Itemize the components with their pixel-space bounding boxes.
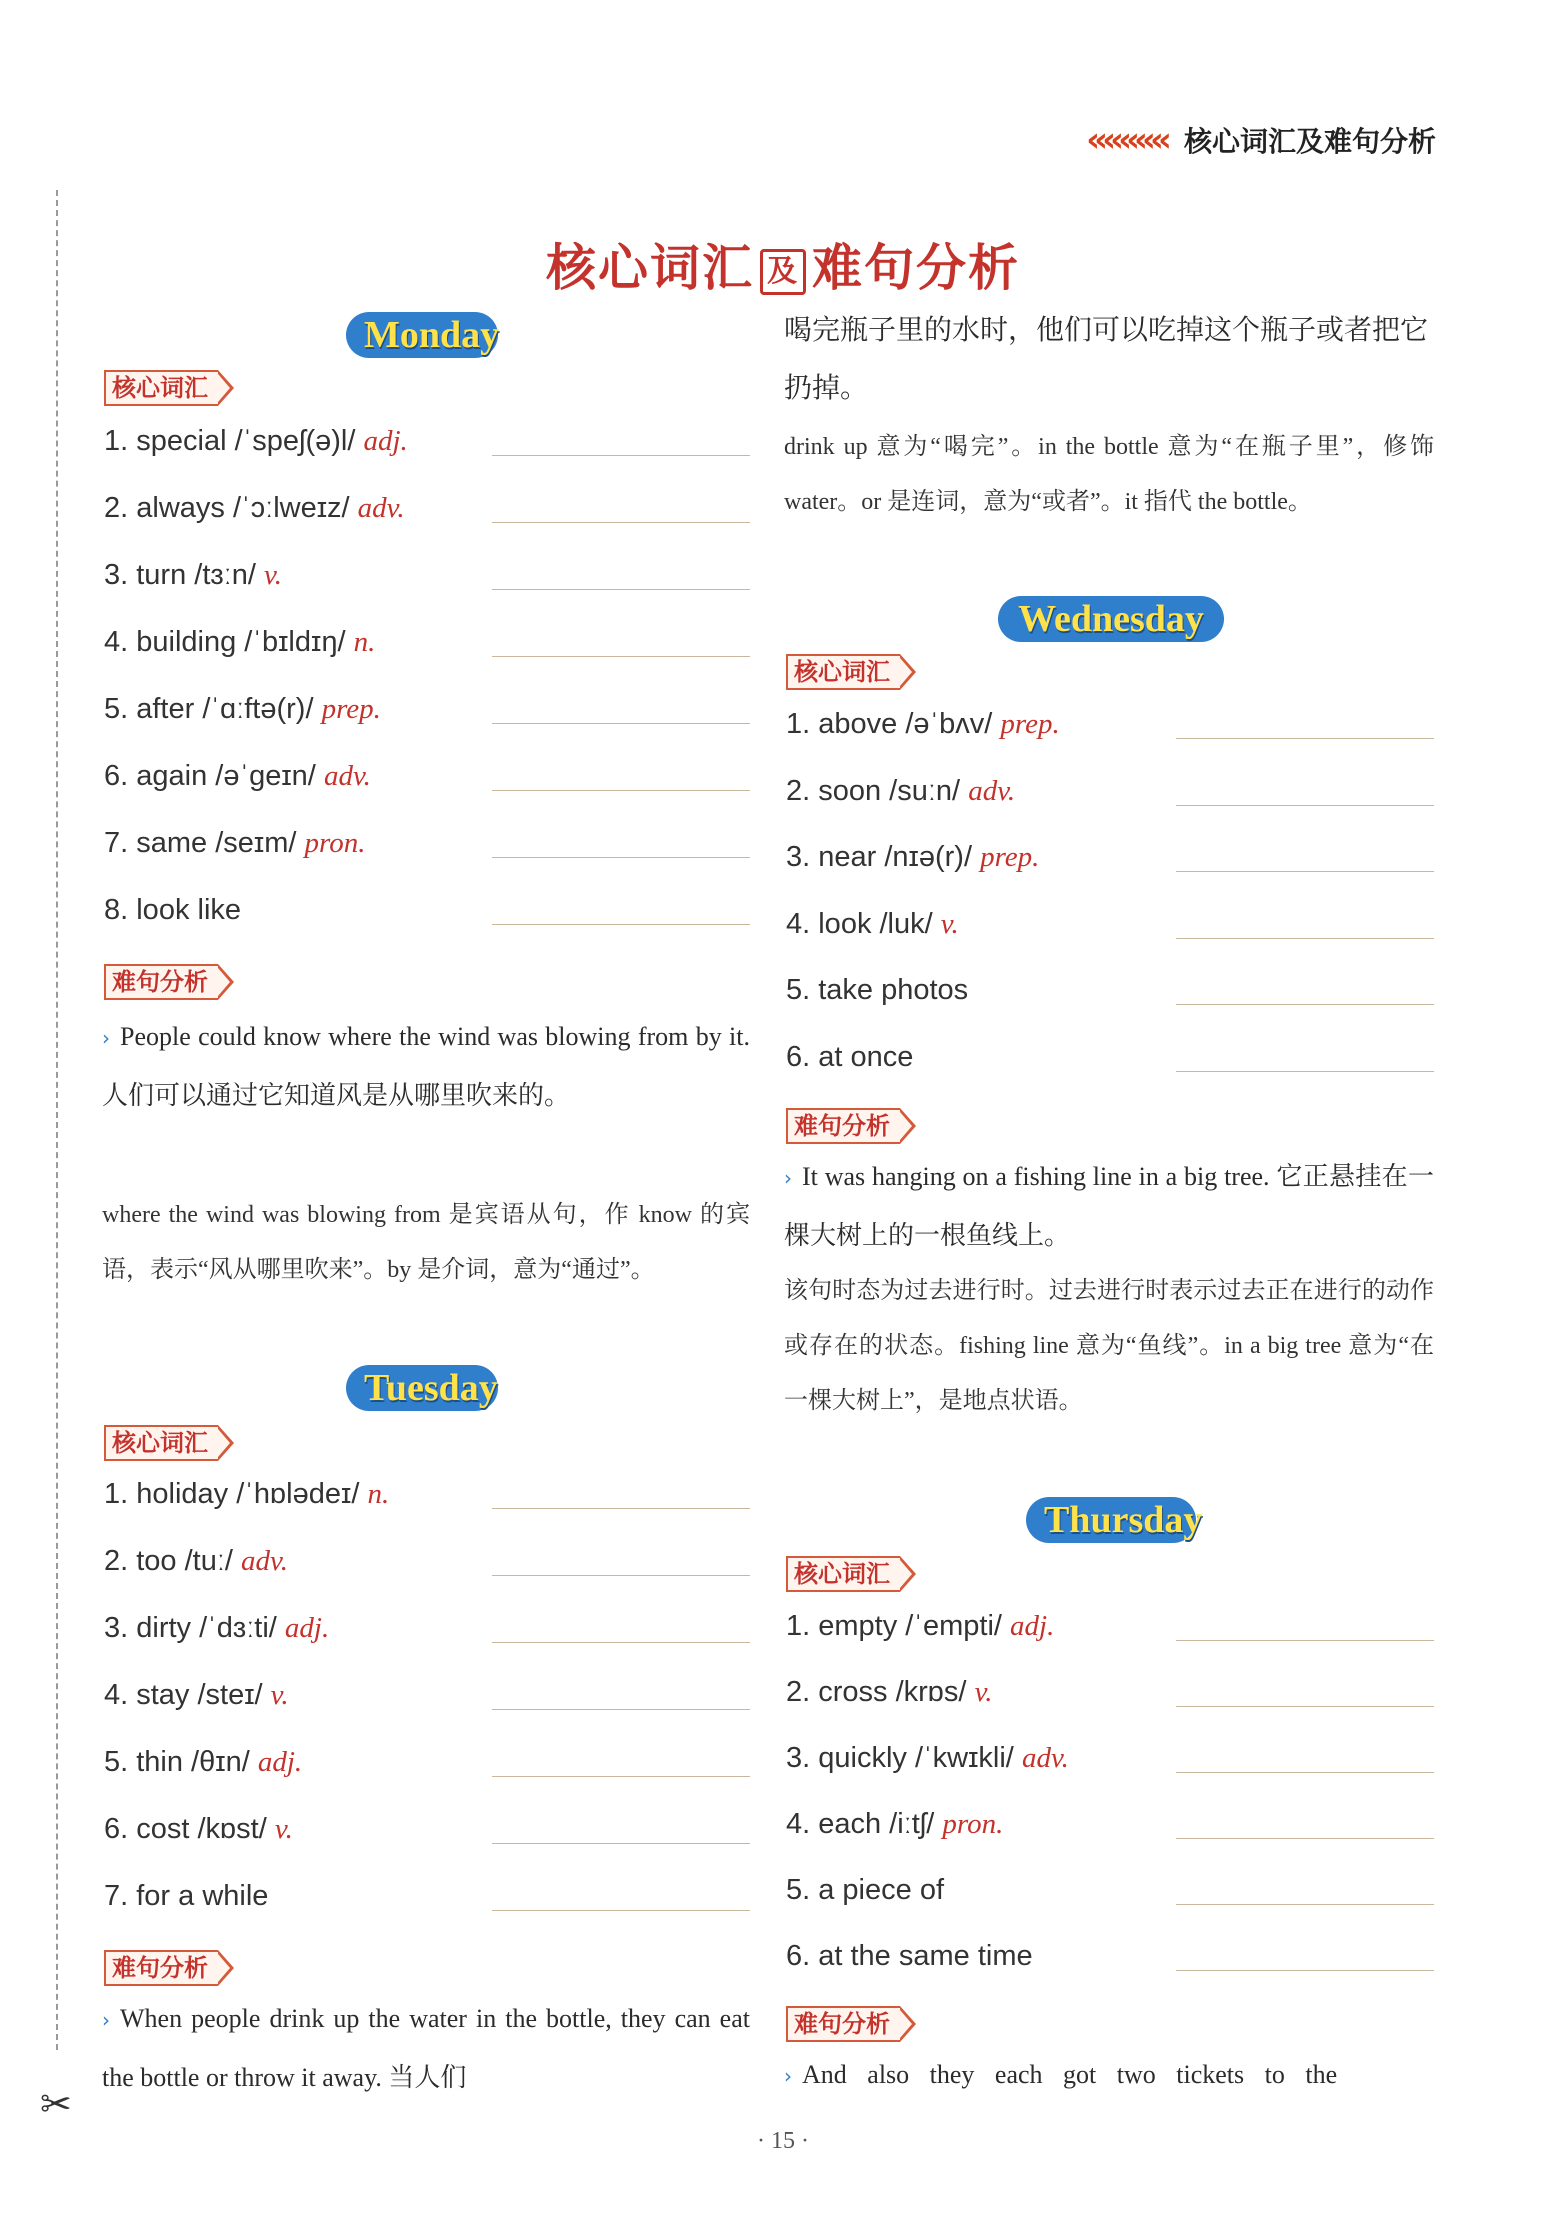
part-of-speech: adj. <box>284 1612 330 1644</box>
title-part-1: 核心词汇 <box>546 239 754 297</box>
analysis-label-tuesday: 难句分析 <box>104 1950 218 1986</box>
vocab-word <box>104 559 282 592</box>
answer-blank[interactable] <box>492 656 750 657</box>
answer-blank[interactable] <box>492 1642 750 1643</box>
vocab-word <box>104 1746 302 1779</box>
vocab-entry: 4. stay /steɪ/ <box>104 1679 263 1711</box>
sentence-wednesday <box>784 1148 1434 1265</box>
vocab-label-monday: 核心词汇 <box>104 370 218 406</box>
title-part-2: 难句分析 <box>812 239 1020 297</box>
answer-blank[interactable] <box>492 790 750 791</box>
answer-blank[interactable] <box>1176 738 1434 739</box>
vocab-entry: 4. look /luk/ <box>786 907 933 940</box>
vocab-entry: 6. again /əˈɡeɪn/ <box>104 760 316 792</box>
vocab-word <box>786 1742 1069 1775</box>
vocab-entry: 2. too /tuː/ <box>104 1545 233 1577</box>
vocab-label-wednesday: 核心词汇 <box>786 654 900 690</box>
vocab-entry: 5. take photos <box>786 974 969 1006</box>
vocab-entry: 3. quickly /ˈkwɪkli/ <box>786 1742 1014 1774</box>
analysis-label-wednesday: 难句分析 <box>786 1108 900 1144</box>
vocab-word <box>786 1874 944 1907</box>
vocab-item <box>102 1679 750 1719</box>
vocab-label-tuesday: 核心词汇 <box>104 1425 218 1461</box>
part-of-speech: prep. <box>1000 708 1060 740</box>
answer-blank[interactable] <box>492 1910 750 1911</box>
vocab-word <box>786 1676 993 1709</box>
vocab-word <box>104 1612 329 1645</box>
analysis-label-monday: 难句分析 <box>104 964 218 1000</box>
vocab-entry: 1. holiday /ˈhɒlədeɪ/ <box>104 1478 360 1510</box>
answer-blank[interactable] <box>1176 805 1434 806</box>
part-of-speech: v. <box>974 1676 993 1708</box>
scissors-icon: ✂ <box>40 2082 72 2126</box>
part-of-speech: adj. <box>1010 1610 1055 1642</box>
part-of-speech: v. <box>274 1813 293 1845</box>
answer-blank[interactable] <box>492 857 750 858</box>
part-of-speech: adv. <box>357 492 405 524</box>
answer-blank[interactable] <box>492 1709 750 1710</box>
note-wednesday: 该句时态为过去进行时。过去进行时表示过去正在进行的动作或存在的状态。fishing line 意为“鱼线”。in a big tree 意为“在一棵大树上”，是地点状语。 <box>784 1278 1434 1414</box>
answer-blank[interactable] <box>1176 871 1434 872</box>
vocab-word <box>104 894 241 927</box>
vocab-item <box>102 1478 750 1518</box>
part-of-speech: n. <box>367 1478 390 1510</box>
sentence-tuesday-continued: 喝完瓶子里的水时，他们可以吃掉这个瓶子或者把它扔掉。 <box>784 315 1429 404</box>
answer-blank[interactable] <box>1176 1904 1434 1905</box>
sentence-monday <box>102 1008 750 1125</box>
vocab-word <box>786 1041 913 1074</box>
note-tuesday: drink up 意为“喝完”。in the bottle 意为“在瓶子里”，修饰 water。or 是连词，意为“或者”。it 指代 the bottle。 <box>784 434 1434 515</box>
part-of-speech: pron. <box>942 1808 1004 1840</box>
sentence-text-tuesday: When people drink up the water in the bottle, they can eat the bottle or throw it away. 当人们 <box>102 2004 750 2092</box>
vocab-entry: 1. special /ˈspeʃ(ə)l/ <box>104 425 356 457</box>
vocab-item <box>102 693 750 733</box>
page-number: · 15 · <box>757 2128 809 2154</box>
day-badge-monday: Monday <box>346 312 498 358</box>
running-title: 核心词汇及难句分析 <box>1183 125 1436 158</box>
vocab-word <box>104 760 371 793</box>
vocab-word <box>786 1940 1033 1973</box>
part-of-speech: adv. <box>1021 1742 1069 1774</box>
vocab-item <box>102 1813 750 1853</box>
vocab-word <box>104 1813 293 1846</box>
vocab-entry: 4. building /ˈbɪldɪŋ/ <box>104 626 346 658</box>
answer-blank[interactable] <box>1176 1071 1434 1072</box>
vocab-word <box>786 708 1060 741</box>
vocab-entry: 2. always /ˈɔːlweɪz/ <box>104 492 350 524</box>
vocab-entry: 5. after /ˈɑːftə(r)/ <box>104 693 314 725</box>
answer-blank[interactable] <box>1176 1772 1434 1773</box>
sentence-text-wednesday: It was hanging on a fishing line in a big tree. 它正悬挂在一棵大树上的一根鱼线上。 <box>784 1162 1434 1250</box>
vocab-word <box>786 974 968 1007</box>
cut-line <box>56 190 58 2050</box>
answer-blank[interactable] <box>492 1508 750 1509</box>
vocab-item <box>784 974 1434 1014</box>
day-badge-thursday: Thursday <box>1026 1497 1196 1543</box>
vocab-item <box>102 894 750 934</box>
vocab-word <box>786 908 959 941</box>
vocab-entry: 3. dirty /ˈdɜːti/ <box>104 1612 277 1644</box>
vocab-word <box>104 492 405 525</box>
page-title <box>0 228 1566 300</box>
vocab-item <box>784 1676 1434 1716</box>
vocab-item <box>102 1746 750 1786</box>
vocab-item <box>784 908 1434 948</box>
vocab-word <box>104 1679 289 1712</box>
vocab-entry: 1. above /əˈbʌv/ <box>786 708 993 740</box>
vocab-word <box>104 1478 389 1511</box>
vocab-item <box>102 827 750 867</box>
part-of-speech: pron. <box>304 827 366 859</box>
answer-blank[interactable] <box>1176 1970 1434 1971</box>
part-of-speech: prep. <box>980 841 1040 873</box>
vocab-word <box>104 425 408 458</box>
part-of-speech: v. <box>270 1679 289 1711</box>
answer-blank[interactable] <box>1176 1838 1434 1839</box>
part-of-speech: v. <box>940 907 959 940</box>
part-of-speech: adv. <box>323 760 371 792</box>
answer-blank[interactable] <box>492 1776 750 1777</box>
vocab-word <box>104 693 381 726</box>
answer-blank[interactable] <box>492 924 750 925</box>
vocab-item <box>102 492 750 532</box>
part-of-speech: adv. <box>241 1545 289 1577</box>
vocab-word <box>786 1808 1003 1841</box>
note-monday: where the wind was blowing from 是宾语从句，作 know 的宾语，表示“风从哪里吹来”。by 是介词，意为“通过”。 <box>102 1202 750 1283</box>
vocab-word <box>104 827 365 860</box>
vocab-item <box>102 1880 750 1920</box>
vocab-item <box>102 760 750 800</box>
day-badge-tuesday: Tuesday <box>346 1365 498 1411</box>
vocab-entry: 2. cross /krɒs/ <box>786 1676 967 1708</box>
vocab-entry: 3. near /nɪə(r)/ <box>786 841 973 873</box>
vocab-item <box>784 1610 1434 1650</box>
title-ji-box: 及 <box>760 249 806 295</box>
vocab-item <box>784 1742 1434 1782</box>
vocab-word <box>104 1880 268 1913</box>
sentence-tuesday <box>102 1990 750 2107</box>
vocab-word <box>104 1545 288 1578</box>
vocab-entry: 7. for a while <box>104 1880 269 1912</box>
vocab-item <box>102 1545 750 1585</box>
vocab-entry: 1. empty /ˈempti/ <box>786 1610 1002 1642</box>
vocab-entry: 6. cost /kɒst/ <box>104 1813 267 1845</box>
part-of-speech: prep. <box>321 693 381 725</box>
vocab-item <box>784 841 1434 881</box>
part-of-speech: n. <box>353 626 376 658</box>
answer-blank[interactable] <box>492 1575 750 1576</box>
vocab-item <box>784 708 1434 748</box>
part-of-speech: v. <box>264 559 282 591</box>
bullet-arrow-icon: › <box>784 1166 792 1190</box>
answer-blank[interactable] <box>1176 938 1434 939</box>
vocab-word <box>104 626 375 659</box>
bullet-arrow-icon: › <box>784 2064 792 2088</box>
vocab-label-thursday: 核心词汇 <box>786 1556 900 1592</box>
analysis-label-thursday: 难句分析 <box>786 2006 900 2042</box>
vocab-item <box>102 559 750 599</box>
vocab-item <box>102 626 750 666</box>
vocab-word <box>786 1610 1054 1643</box>
answer-blank[interactable] <box>492 723 750 724</box>
vocab-entry: 6. at the same time <box>786 1940 1033 1972</box>
vocab-word <box>786 841 1039 874</box>
running-header <box>1086 120 1436 160</box>
answer-blank[interactable] <box>492 522 750 523</box>
vocab-entry: 7. same /seɪm/ <box>104 827 297 859</box>
sentence-text-thursday: And also they each got two tickets to the <box>802 2060 1338 2089</box>
day-badge-wednesday: Wednesday <box>998 596 1224 642</box>
part-of-speech: adj. <box>363 425 408 457</box>
chevrons-icon: ««««« <box>1086 120 1166 160</box>
vocab-item <box>102 1612 750 1652</box>
vocab-word <box>786 775 1015 808</box>
bullet-arrow-icon: › <box>102 1026 110 1050</box>
part-of-speech: adj. <box>257 1746 303 1778</box>
answer-blank[interactable] <box>492 589 750 590</box>
answer-blank[interactable] <box>492 455 750 456</box>
answer-blank[interactable] <box>1176 1706 1434 1707</box>
vocab-item <box>784 1808 1434 1848</box>
vocab-entry: 6. at once <box>786 1040 914 1073</box>
vocab-item <box>784 1041 1434 1081</box>
vocab-entry: 3. turn /tɜːn/ <box>104 559 256 591</box>
vocab-item <box>784 1940 1434 1980</box>
vocab-entry: 5. a piece of <box>786 1874 944 1906</box>
vocab-entry: 5. thin /θɪn/ <box>104 1746 250 1778</box>
bullet-arrow-icon: › <box>102 2008 110 2032</box>
vocab-item <box>784 775 1434 815</box>
sentence-thursday <box>784 2046 1434 2105</box>
vocab-entry: 2. soon /suːn/ <box>786 774 961 807</box>
vocab-item <box>102 425 750 465</box>
part-of-speech: adv. <box>968 774 1016 807</box>
answer-blank[interactable] <box>492 1843 750 1844</box>
answer-blank[interactable] <box>1176 1640 1434 1641</box>
answer-blank[interactable] <box>1176 1004 1434 1005</box>
vocab-item <box>784 1874 1434 1914</box>
sentence-text-monday: People could know where the wind was blowing from by it. 人们可以通过它知道风是从哪里吹来的。 <box>102 1022 750 1110</box>
vocab-entry: 4. each /iːtʃ/ <box>786 1808 935 1840</box>
vocab-entry: 8. look like <box>104 894 242 926</box>
